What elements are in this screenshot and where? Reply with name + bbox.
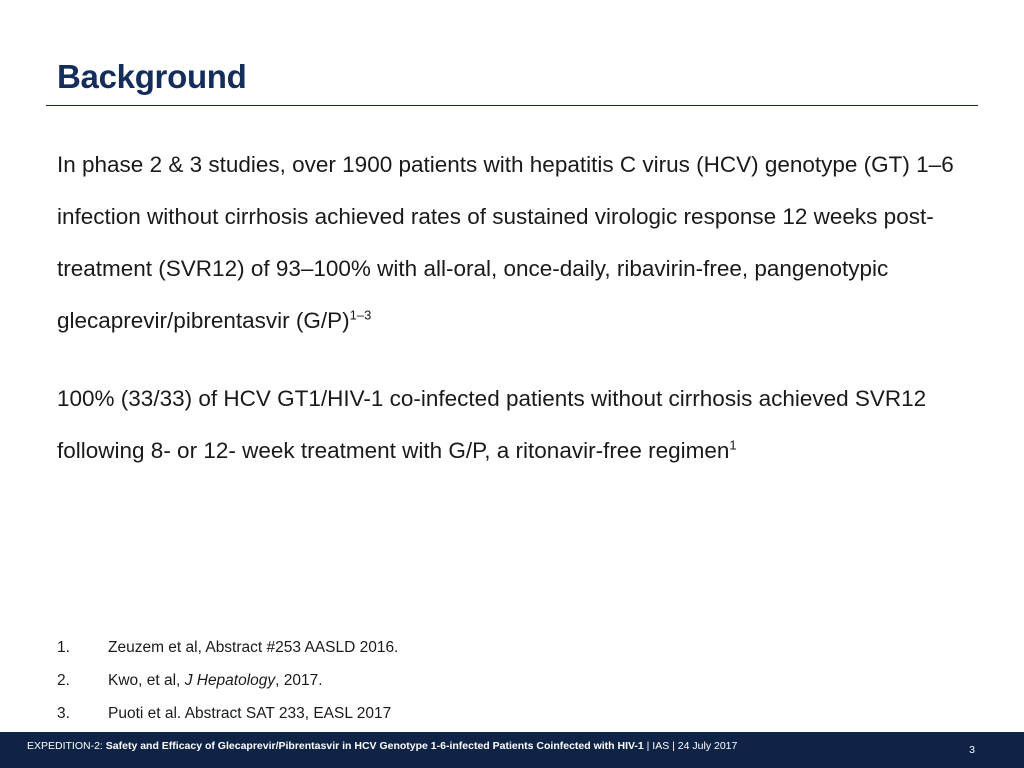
reference-item	[57, 697, 398, 730]
slide-title: Background	[57, 58, 247, 95]
reference-number: 3.	[57, 705, 70, 722]
study-name: EXPEDITION-2:	[27, 740, 106, 752]
reference-authors: Kwo, et al,	[108, 672, 185, 689]
title-divider	[46, 105, 978, 106]
page-number: 3	[969, 744, 975, 756]
citation-superscript: 1–3	[349, 307, 372, 323]
conference-date: | IAS | 24 July 2017	[643, 740, 738, 752]
paragraph-text: In phase 2 & 3 studies, over 1900 patients with hepatitis C virus (HCV) genotype (GT) 1–6 infection without cirrhosis achieved rates of sustained virologic response 12 weeks post-treatment (SVR12) of 93–100% with all-oral, once-daily, ribavirin-free, pangenotypic glecaprevir/pibrentasvir (G/P)	[57, 152, 954, 333]
citation-superscript: 1	[729, 437, 737, 453]
paragraph-coinfected	[57, 373, 977, 477]
journal-name: J Hepatology	[184, 672, 276, 689]
study-title: Safety and Efficacy of Glecaprevir/Pibrentasvir in HCV Genotype 1-6-infected Patients Coinfected with HIV-1	[105, 740, 644, 752]
paragraph-text: 100% (33/33) of HCV GT1/HIV-1 co-infected patients without cirrhosis achieved SVR12 following 8- or 12- week treatment with G/P, a ritonavir-free regimen	[57, 386, 927, 463]
footer-bar	[0, 732, 1024, 768]
reference-text	[108, 664, 323, 697]
slide-body	[57, 139, 977, 477]
reference-item	[57, 664, 398, 697]
paragraph-phase-studies	[57, 139, 977, 347]
reference-year: , 2017.	[275, 672, 323, 689]
reference-text: Zeuzem et al, Abstract #253 AASLD 2016.	[108, 639, 399, 656]
references-list	[57, 631, 398, 730]
reference-item	[57, 631, 398, 664]
reference-number: 1.	[57, 639, 70, 656]
footer-caption	[27, 740, 737, 752]
reference-text: Puoti et al. Abstract SAT 233, EASL 2017	[108, 705, 392, 722]
reference-number: 2.	[57, 672, 70, 689]
